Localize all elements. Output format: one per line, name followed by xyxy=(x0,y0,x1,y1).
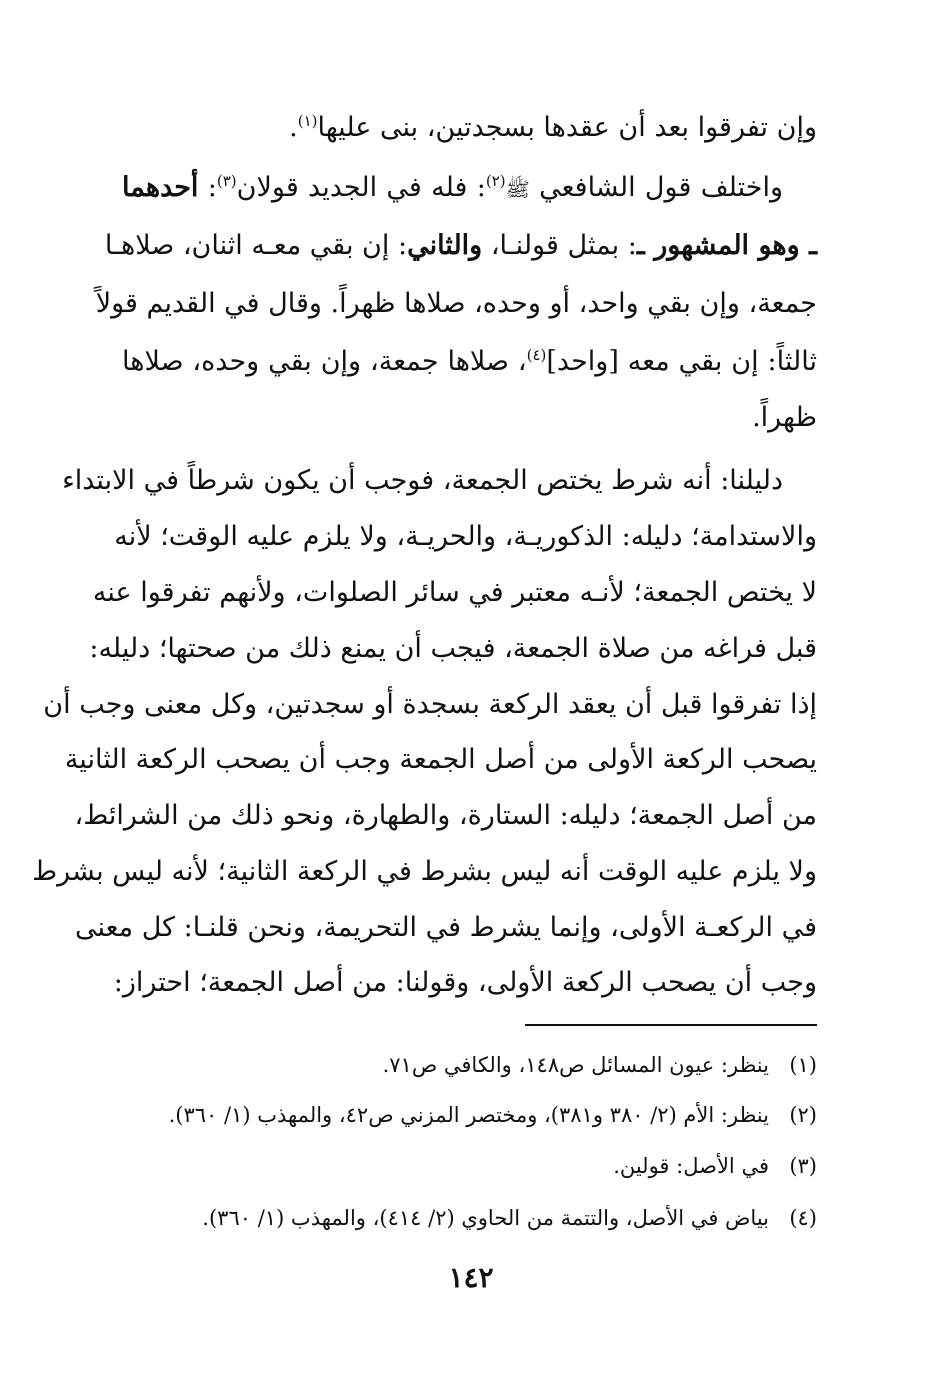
footnote-ref: (٣) xyxy=(216,172,237,190)
text-line: يصحب الركعة الأولى من أصل الجمعة وجب أن يصحب الركعة الثانية xyxy=(64,744,817,775)
text-line: في الركعـة الأولى، وإنما يشرط في التحريمة، ونحن قلنـا: كل معنى xyxy=(75,912,817,943)
footnote-text: بياض في الأصل، والتتمة من الحاوي (٢/ ٤١٤)، والمهذب (١/ ٣٦٠). xyxy=(202,1206,769,1230)
text-run: ثالثاً: إن بقي معه [واحد] xyxy=(546,346,817,377)
text-line: والاستدامة؛ دليله: الذكوريـة، والحريـة، ولا يلزم عليه الوقت؛ لأنه xyxy=(114,521,817,552)
footnote-ref: (١) xyxy=(297,112,318,130)
footnote-ref: (٢) xyxy=(485,172,506,190)
text-run: وإن تفرقوا بعد أن عقدها بسجدتين، بنى عليها xyxy=(317,112,817,143)
footnote-text: في الأصل: قولين. xyxy=(613,1154,769,1178)
text-line: لا يختص الجمعة؛ لأنـه معتبر في سائر الصلوات، ولأنهم تفرقوا عنه xyxy=(92,577,817,608)
footnote xyxy=(122,1150,817,1182)
text-line xyxy=(104,226,817,266)
footnote-separator xyxy=(525,1024,817,1026)
bold-term: والثاني xyxy=(407,230,483,261)
text-line: وجب أن يصحب الركعة الأولى، وقولنا: من أصل الجمعة؛ احتراز: xyxy=(113,967,817,998)
text-line xyxy=(62,461,817,501)
footnote-number: (٢) xyxy=(789,1103,817,1127)
footnote xyxy=(122,1049,817,1081)
text-line: جمعة، وإن بقي واحد، أو وحده، صلاها ظهراً. وقال في القديم قولاً xyxy=(95,288,817,319)
text-line: من أصل الجمعة؛ دليله: الستارة، والطهارة، ونحو ذلك من الشرائط، xyxy=(74,800,817,831)
text-line xyxy=(122,342,817,382)
text-run: : إن بقي معـه اثنان، صلاهـا xyxy=(104,230,408,261)
text-run: . xyxy=(289,112,298,143)
text-line xyxy=(122,108,817,148)
footnote-number: (١) xyxy=(789,1053,817,1077)
footnote-text: ينظر: الأم (٢/ ٣٨٠ و٣٨١)، ومختصر المزني ص٤٢، والمهذب (١/ ٣٦٠). xyxy=(168,1103,769,1127)
text-run: : فله في الجديد قولان xyxy=(236,172,486,203)
footnote xyxy=(122,1202,817,1234)
honorific-glyph: ﷺ xyxy=(505,177,530,201)
footnote xyxy=(122,1099,817,1131)
footnote-number: (٤) xyxy=(789,1206,817,1230)
text-line: ظهراً. xyxy=(752,402,817,433)
footnote-number: (٣) xyxy=(789,1154,817,1178)
bold-term: أحدهما xyxy=(122,172,199,203)
text-line: قبل فراغه من صلاة الجمعة، فيجب أن يمنع ذلك من صحتها؛ دليله: xyxy=(89,633,817,664)
bold-term: ـ وهو المشهور ـ xyxy=(636,230,817,261)
text-line: إذا تفرقوا قبل أن يعقد الركعة بسجدة أو سجدتين، وكل معنى وجب أن xyxy=(43,689,817,720)
page-number: ١٤٢ xyxy=(448,1261,494,1294)
text-line: ولا يلزم عليه الوقت أنه ليس بشرط في الركعة الثانية؛ لأنه ليس بشرط xyxy=(32,856,817,887)
text-run: واختلف قول الشافعي xyxy=(529,172,783,203)
text-run: : xyxy=(198,172,217,203)
text-run: دليلنا: أنه شرط يختص الجمعة، فوجب أن يكون شرطاً في الابتداء xyxy=(62,465,783,496)
footnote-text: ينظر: عيون المسائل ص١٤٨، والكافي ص٧١. xyxy=(382,1053,769,1077)
text-run: : بمثل قولنـا، xyxy=(482,230,637,261)
footnote-ref: (٤) xyxy=(526,346,547,364)
text-run: ، صلاها جمعة، وإن بقي وحده، صلاها xyxy=(122,346,527,377)
text-line xyxy=(122,168,817,209)
